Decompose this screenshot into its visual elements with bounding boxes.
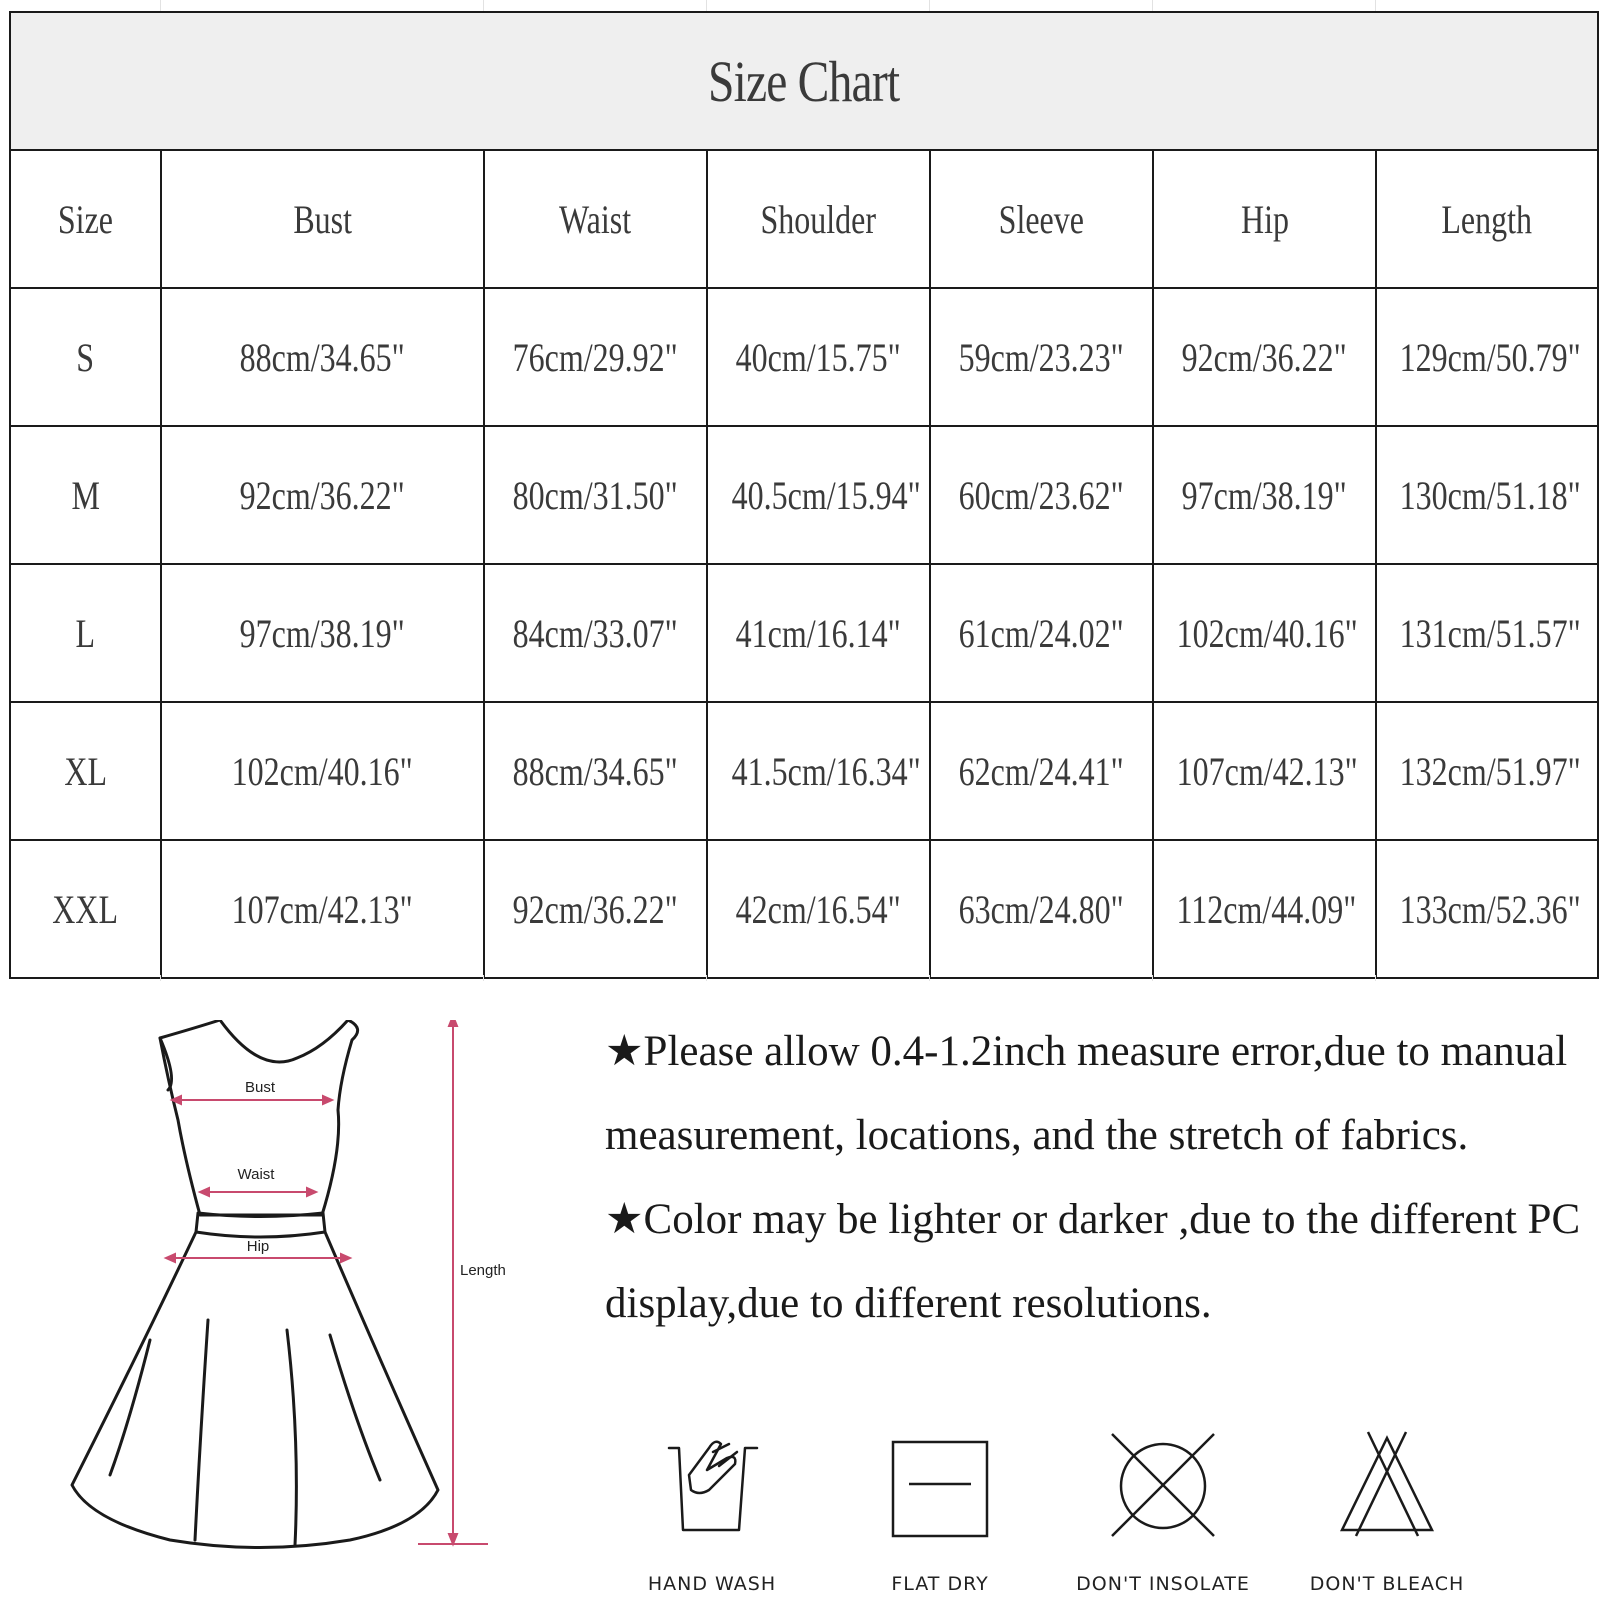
table-header-row <box>10 150 1598 288</box>
table-row <box>10 426 1598 564</box>
care-flat-dry <box>845 1430 1035 1600</box>
table-cell: 133cm/52.36" <box>1376 840 1598 978</box>
table-cell: 80cm/31.50" <box>484 426 707 564</box>
table-cell: 88cm/34.65" <box>161 288 484 426</box>
table-cell: 40.5cm/15.94" <box>707 426 930 564</box>
care-dont-bleach <box>1292 1430 1482 1600</box>
table-cell: 97cm/38.19" <box>161 564 484 702</box>
table-cell: 92cm/36.22" <box>484 840 707 978</box>
column-header-size: Size <box>10 150 161 288</box>
table-cell: 59cm/23.23" <box>930 288 1153 426</box>
table-title: Size Chart <box>10 12 1598 150</box>
dont-bleach-icon <box>1322 1430 1452 1550</box>
table-row <box>10 840 1598 978</box>
column-header-sleeve: Sleeve <box>930 150 1153 288</box>
note-color-variance: ★Color may be lighter or darker ,due to the different PC display,due to different resolutions. <box>605 1196 1581 1327</box>
size-chart-table <box>9 11 1599 979</box>
column-header-length: Length <box>1376 150 1598 288</box>
care-label: FLAT DRY <box>891 1573 989 1595</box>
hip-label: Hip <box>246 1238 270 1255</box>
table-cell: 76cm/29.92" <box>484 288 707 426</box>
bottom-gridlines <box>0 975 1600 981</box>
table-cell: S <box>10 288 161 426</box>
bust-label: Bust <box>244 1079 276 1096</box>
length-label: Length <box>460 1262 506 1279</box>
table-cell: 132cm/51.97" <box>1376 702 1598 840</box>
table-cell: 102cm/40.16" <box>1153 564 1376 702</box>
table-cell: 41cm/16.14" <box>707 564 930 702</box>
table-row <box>10 564 1598 702</box>
table-cell: 41.5cm/16.34" <box>707 702 930 840</box>
care-hand-wash <box>617 1430 807 1600</box>
care-dont-insolate <box>1068 1430 1258 1600</box>
table-cell: 129cm/50.79" <box>1376 288 1598 426</box>
table-cell: M <box>10 426 161 564</box>
care-label: DON'T INSOLATE <box>1076 1573 1250 1595</box>
table-cell: 131cm/51.57" <box>1376 564 1598 702</box>
waist-label: Waist <box>237 1166 275 1183</box>
care-label: DON'T BLEACH <box>1309 1573 1465 1595</box>
table-cell: XXL <box>10 840 161 978</box>
table-cell: 60cm/23.62" <box>930 426 1153 564</box>
table-cell: 62cm/24.41" <box>930 702 1153 840</box>
table-cell: 61cm/24.02" <box>930 564 1153 702</box>
note-measure-error: ★Please allow 0.4-1.2inch measure error,due to manual measurement, locations, and the stretch of fabrics. <box>605 1028 1568 1159</box>
hand-wash-icon <box>647 1430 777 1550</box>
table-cell: 107cm/42.13" <box>161 840 484 978</box>
table-cell: 88cm/34.65" <box>484 702 707 840</box>
table-cell: 97cm/38.19" <box>1153 426 1376 564</box>
table-cell: 107cm/42.13" <box>1153 702 1376 840</box>
table-cell: 40cm/15.75" <box>707 288 930 426</box>
table-cell: L <box>10 564 161 702</box>
table-cell: 112cm/44.09" <box>1153 840 1376 978</box>
table-row <box>10 702 1598 840</box>
table-cell: 63cm/24.80" <box>930 840 1153 978</box>
dont-insolate-icon <box>1098 1430 1228 1550</box>
table-cell: XL <box>10 702 161 840</box>
table-row <box>10 288 1598 426</box>
table-cell: 84cm/33.07" <box>484 564 707 702</box>
flat-dry-icon <box>875 1430 1005 1550</box>
column-header-waist: Waist <box>484 150 707 288</box>
care-label: HAND WASH <box>647 1573 777 1595</box>
dress-measurement-diagram <box>60 1020 540 1590</box>
table-cell: 130cm/51.18" <box>1376 426 1598 564</box>
notes <box>605 1010 1590 1346</box>
column-header-hip: Hip <box>1153 150 1376 288</box>
column-header-bust: Bust <box>161 150 484 288</box>
table-cell: 102cm/40.16" <box>161 702 484 840</box>
measurement-lines <box>166 1020 488 1544</box>
table-cell: 92cm/36.22" <box>161 426 484 564</box>
table-cell: 92cm/36.22" <box>1153 288 1376 426</box>
table-cell: 42cm/16.54" <box>707 840 930 978</box>
column-header-shoulder: Shoulder <box>707 150 930 288</box>
